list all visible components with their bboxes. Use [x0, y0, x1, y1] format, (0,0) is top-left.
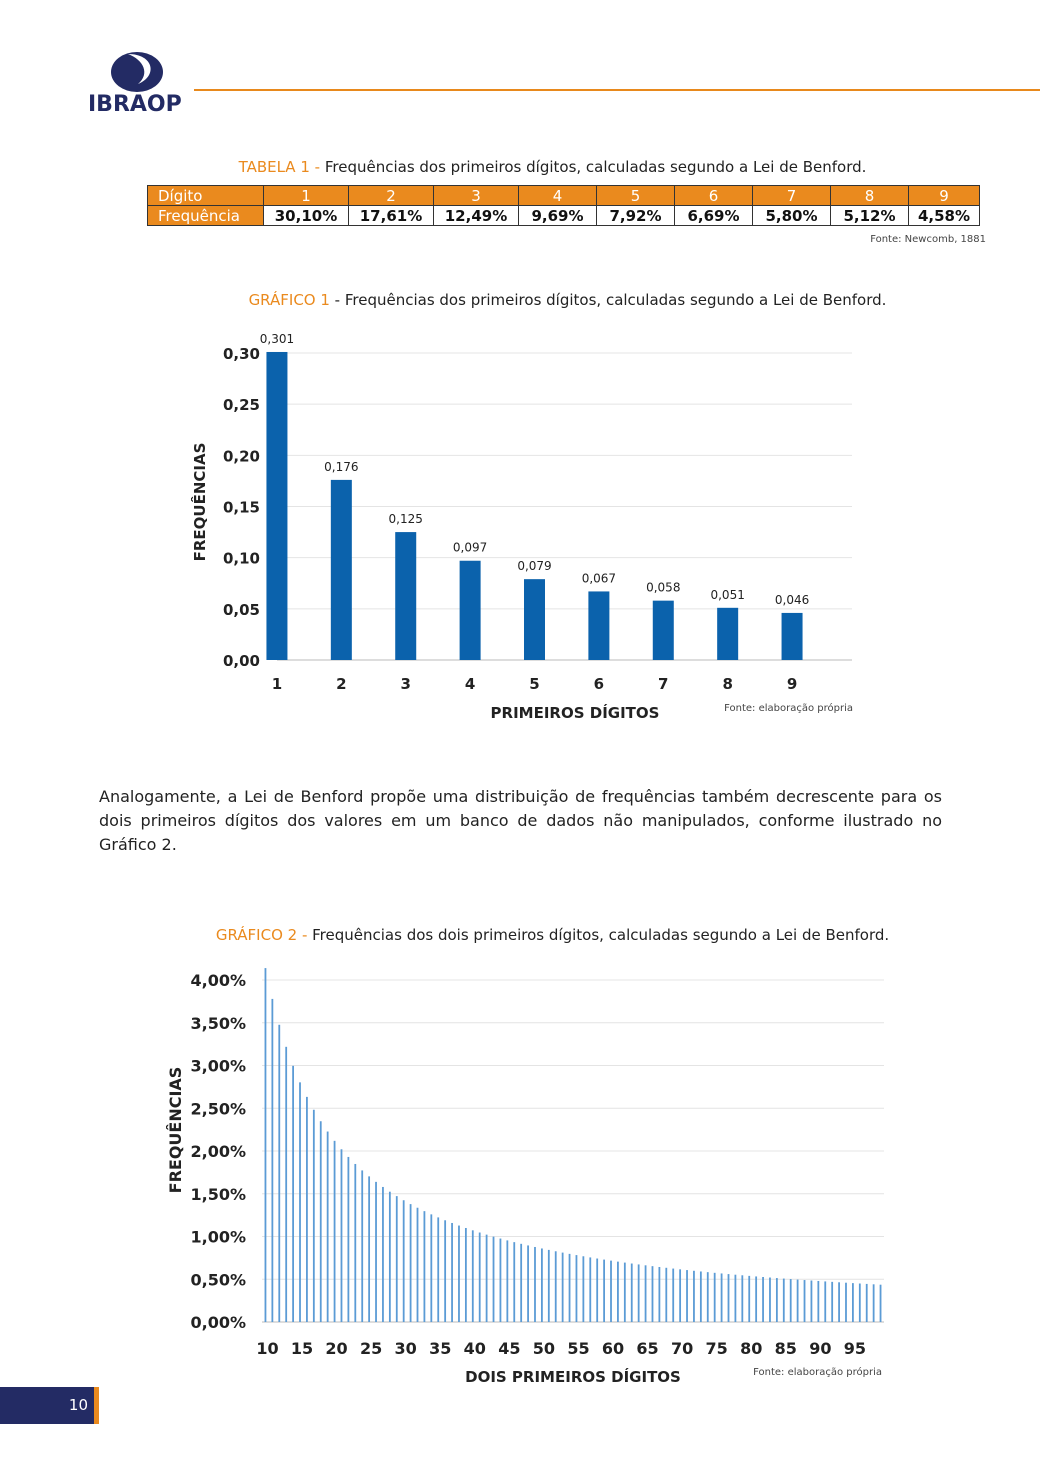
bar — [548, 1250, 550, 1322]
bar — [341, 1149, 343, 1322]
frequency-cell: 12,49% — [434, 206, 519, 226]
bar-value-label: 0,097 — [452, 540, 488, 555]
chart2-source: Fonte: elaboração própria — [753, 1367, 882, 1378]
y-tick-label: 3,50% — [190, 1013, 246, 1033]
y-tick-label: 0,50% — [190, 1270, 246, 1290]
bar — [610, 1261, 612, 1322]
page-number: 10 — [68, 1396, 88, 1414]
bar — [866, 1284, 868, 1322]
x-tick-label: 90 — [809, 1339, 832, 1358]
bar — [588, 591, 609, 660]
bar — [845, 1283, 847, 1322]
bar — [555, 1251, 557, 1322]
x-tick-label: 50 — [532, 1339, 556, 1358]
y-tick-label: 3,00% — [190, 1056, 246, 1076]
bar — [638, 1264, 640, 1322]
y-tick-label: 0,05 — [222, 600, 260, 619]
bar — [524, 579, 545, 660]
bar — [617, 1262, 619, 1322]
bar — [782, 613, 803, 660]
x-tick-label: 35 — [429, 1339, 452, 1358]
bar — [838, 1282, 840, 1322]
bar — [562, 1253, 564, 1322]
x-tick-label: 85 — [774, 1339, 797, 1358]
body-paragraph: Analogamente, a Lei de Benford propõe uma distribuição de frequências também decrescente para os dois primeiros dígitos dos valores em um banco de dados não manipulados, conforme ilustrado no Gráfico 2. — [99, 787, 942, 854]
benford-table — [147, 185, 980, 226]
bar — [458, 1226, 460, 1322]
y-axis-label: FREQUÊNCIAS — [166, 1066, 185, 1194]
bar — [769, 1278, 771, 1322]
bar — [665, 1268, 667, 1322]
digit-cell: 2 — [349, 186, 434, 206]
y-axis-label: FREQUÊNCIAS — [191, 442, 209, 562]
bar — [658, 1267, 660, 1322]
x-axis-label: PRIMEIROS DÍGITOS — [490, 704, 660, 722]
bar — [444, 1220, 446, 1322]
bar — [686, 1270, 688, 1322]
chart2-caption-label: GRÁFICO 2 - — [215, 926, 308, 944]
bar — [735, 1275, 737, 1322]
bar — [493, 1237, 495, 1322]
frequency-cell: 4,58% — [909, 206, 980, 226]
y-tick-label: 0,00 — [222, 652, 260, 670]
x-tick-label: 40 — [463, 1339, 486, 1358]
bar-value-label: 0,051 — [710, 587, 745, 602]
bar — [437, 1217, 439, 1322]
frequency-cell: 5,80% — [753, 206, 831, 226]
bar — [331, 480, 352, 660]
bar — [368, 1176, 370, 1322]
chart1-source: Fonte: elaboração própria — [724, 703, 853, 714]
y-tick-label: 2,50% — [190, 1099, 246, 1119]
bar — [430, 1214, 432, 1322]
bar — [527, 1245, 529, 1322]
bar — [790, 1279, 792, 1322]
x-tick-label: 4 — [464, 675, 476, 693]
y-tick-label: 1,00% — [190, 1227, 246, 1247]
bar — [741, 1275, 743, 1322]
x-tick-label: 25 — [359, 1339, 383, 1358]
y-tick-label: 0,00% — [190, 1313, 246, 1332]
bar — [334, 1141, 336, 1322]
bar — [520, 1244, 522, 1322]
frequency-cell: 30,10% — [264, 206, 349, 226]
row-header-digit: Dígito — [148, 186, 264, 206]
bar — [717, 608, 738, 660]
bar — [327, 1132, 329, 1322]
y-tick-label: 0,25 — [222, 396, 260, 415]
bar — [292, 1066, 294, 1322]
bar — [479, 1233, 481, 1322]
bar — [465, 1228, 467, 1322]
header-divider — [194, 89, 1040, 91]
x-tick-label: 30 — [394, 1339, 417, 1358]
bar — [265, 968, 267, 1322]
bar — [299, 1082, 301, 1322]
digit-cell: 3 — [434, 186, 519, 206]
x-tick-label: 15 — [290, 1339, 314, 1358]
bar — [582, 1256, 584, 1322]
chart2-bar-chart — [0, 955, 1040, 1385]
table-row-frequencies — [148, 206, 980, 226]
bar — [306, 1097, 308, 1322]
digit-cell: 6 — [675, 186, 753, 206]
bar — [395, 532, 416, 660]
digit-cell: 7 — [753, 186, 831, 206]
x-tick-label: 9 — [786, 675, 798, 693]
chart2-caption — [0, 926, 1040, 944]
bar — [859, 1284, 861, 1322]
bar — [700, 1271, 702, 1322]
bar — [645, 1265, 647, 1322]
chart1-caption-label: GRÁFICO 1 — [248, 291, 330, 309]
x-tick-label: 5 — [529, 675, 540, 693]
bar — [652, 1266, 654, 1322]
table1-source: Fonte: Newcomb, 1881 — [870, 234, 986, 245]
bar — [811, 1281, 813, 1322]
bar — [347, 1157, 349, 1322]
bar — [513, 1242, 515, 1322]
y-tick-label: 4,00% — [190, 971, 246, 990]
x-tick-label: 2 — [336, 675, 347, 693]
y-tick-label: 0,30 — [222, 345, 260, 363]
bar — [831, 1282, 833, 1322]
x-tick-label: 1 — [271, 675, 283, 693]
bar — [748, 1276, 750, 1322]
x-tick-label: 65 — [636, 1339, 659, 1358]
bar — [589, 1257, 591, 1322]
bar — [873, 1284, 875, 1322]
frequency-cell: 6,69% — [675, 206, 753, 226]
bar — [783, 1279, 785, 1322]
y-tick-label: 1,50% — [190, 1184, 246, 1204]
bar — [472, 1230, 474, 1322]
bar — [424, 1211, 426, 1322]
bar — [361, 1170, 363, 1322]
chart1-caption-text: - Frequências dos primeiros dígitos, calculadas segundo a Lei de Benford. — [329, 291, 887, 309]
x-tick-label: 60 — [601, 1339, 625, 1358]
bar — [534, 1247, 536, 1322]
bar — [804, 1280, 806, 1322]
bar — [707, 1272, 709, 1322]
bar-value-label: 0,301 — [259, 331, 295, 346]
bar — [721, 1273, 723, 1322]
frequency-cell: 17,61% — [349, 206, 434, 226]
table1-caption-label: TABELA 1 - — [238, 158, 321, 176]
y-tick-label: 0,15 — [222, 498, 260, 517]
x-tick-label: 95 — [843, 1339, 867, 1358]
bar — [603, 1260, 605, 1322]
x-tick-label: 3 — [400, 675, 411, 693]
bar — [278, 1025, 280, 1322]
digit-cell: 5 — [597, 186, 675, 206]
x-tick-label: 55 — [567, 1339, 590, 1358]
bar — [824, 1281, 826, 1322]
bar — [285, 1047, 287, 1322]
bar — [728, 1274, 730, 1322]
bar — [762, 1277, 764, 1322]
bar-value-label: 0,067 — [581, 571, 617, 586]
bar — [576, 1255, 578, 1322]
bar — [375, 1182, 377, 1322]
bar — [403, 1200, 405, 1322]
row-header-frequency: Frequência — [148, 206, 264, 226]
logo-text: IBRAOP — [88, 92, 182, 117]
bar — [755, 1276, 757, 1322]
x-tick-label: 45 — [498, 1339, 521, 1358]
bar — [714, 1273, 716, 1322]
x-axis-label: DOIS PRIMEIROS DÍGITOS — [465, 1368, 681, 1385]
chart1-bar-chart — [0, 320, 1040, 730]
frequency-cell: 9,69% — [519, 206, 597, 226]
x-tick-label: 75 — [705, 1339, 728, 1358]
chart2-caption-text: Frequências dos dois primeiros dígitos, calculadas segundo a Lei de Benford. — [307, 926, 890, 944]
bar — [500, 1239, 502, 1322]
bar-value-label: 0,046 — [774, 592, 810, 607]
x-tick-label: 20 — [325, 1339, 348, 1358]
bar — [672, 1269, 674, 1322]
bar — [596, 1259, 598, 1322]
bar — [880, 1285, 882, 1322]
bar — [410, 1204, 412, 1322]
y-tick-label: 0,10 — [222, 549, 260, 568]
bar — [506, 1240, 508, 1322]
bar — [653, 601, 674, 660]
bar-value-label: 0,079 — [517, 559, 552, 574]
x-tick-label: 6 — [593, 675, 605, 693]
bar — [486, 1235, 488, 1322]
bar — [679, 1269, 681, 1322]
bar — [776, 1278, 778, 1322]
bar — [541, 1248, 543, 1322]
x-tick-label: 70 — [670, 1339, 694, 1358]
table1-caption — [0, 158, 1040, 176]
digit-cell: 1 — [264, 186, 349, 206]
table1-caption-text: Frequências dos primeiros dígitos, calculadas segundo a Lei de Benford. — [324, 158, 867, 176]
bar — [271, 999, 273, 1322]
digit-cell: 8 — [831, 186, 909, 206]
frequency-cell: 5,12% — [831, 206, 909, 226]
x-tick-label: 80 — [740, 1339, 763, 1358]
bar — [460, 561, 481, 660]
bar — [631, 1264, 633, 1322]
bar — [313, 1110, 315, 1322]
bar — [266, 352, 287, 660]
bar — [382, 1187, 384, 1322]
bar — [797, 1280, 799, 1322]
y-tick-label: 0,20 — [222, 447, 260, 466]
digit-cell: 4 — [519, 186, 597, 206]
bar-value-label: 0,058 — [646, 580, 681, 595]
bar — [389, 1192, 391, 1322]
bar — [417, 1208, 419, 1322]
bar — [354, 1164, 356, 1322]
bar — [569, 1254, 571, 1322]
bar — [396, 1196, 398, 1322]
y-tick-label: 2,00% — [190, 1142, 246, 1161]
chart1-caption — [0, 291, 1040, 309]
bar — [451, 1223, 453, 1322]
page-number-accent — [94, 1387, 99, 1424]
x-tick-label: 10 — [256, 1339, 279, 1358]
bar — [852, 1283, 854, 1322]
frequency-cell: 7,92% — [597, 206, 675, 226]
x-tick-label: 7 — [658, 675, 669, 693]
bar-value-label: 0,125 — [388, 512, 423, 527]
x-tick-label: 8 — [722, 675, 733, 693]
bar — [624, 1263, 626, 1322]
bar-value-label: 0,176 — [324, 459, 359, 474]
digit-cell: 9 — [909, 186, 980, 206]
bar — [693, 1271, 695, 1322]
table-row-digits — [148, 186, 980, 206]
bar — [817, 1281, 819, 1322]
bar — [320, 1121, 322, 1322]
